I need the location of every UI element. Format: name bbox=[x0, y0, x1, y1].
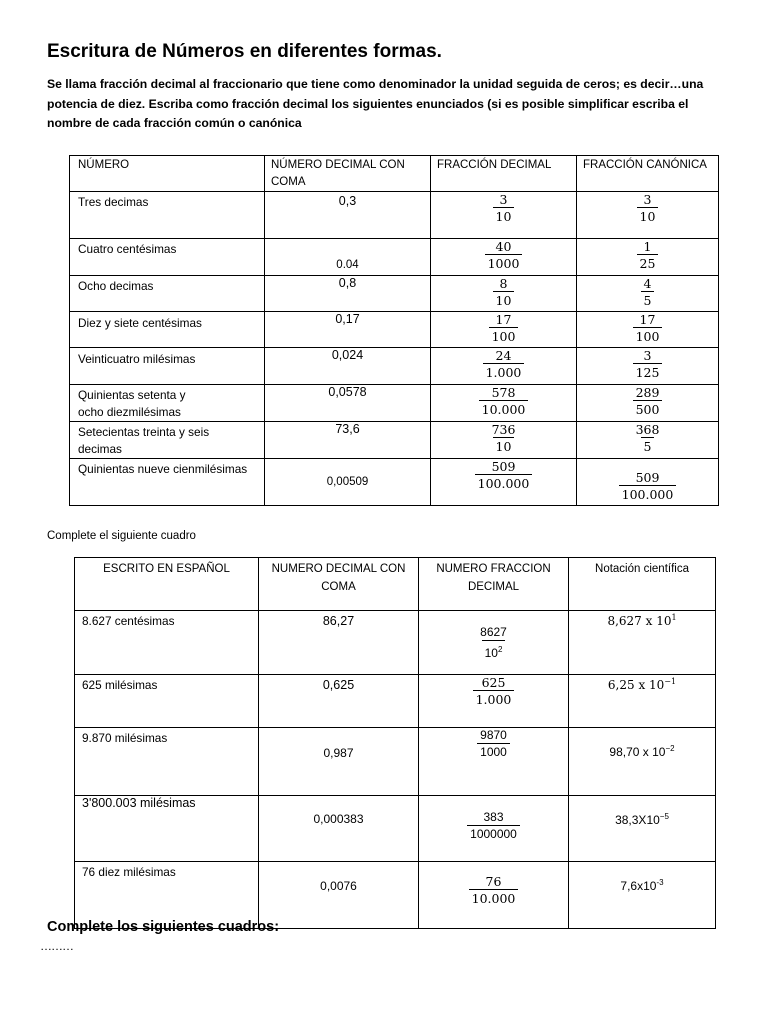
denominator: 10.000 bbox=[469, 889, 519, 906]
decimal-value: 0,0578 bbox=[265, 385, 431, 422]
fraction-cell bbox=[431, 385, 577, 422]
decimal-fraction bbox=[489, 312, 519, 344]
header-fraccion-canonica: FRACCIÓN CANÓNICA bbox=[577, 156, 719, 192]
row-label bbox=[70, 459, 265, 506]
numerator: 17 bbox=[495, 312, 512, 327]
row-label bbox=[70, 348, 265, 385]
numerator: 8627 bbox=[480, 625, 507, 639]
header-fraccion: NUMERO FRACCION DECIMAL bbox=[419, 558, 569, 611]
section-subtitle: Complete el siguiente cuadro bbox=[47, 530, 196, 542]
row-label bbox=[70, 312, 265, 348]
canonical-cell bbox=[577, 348, 719, 385]
denominator: 10 bbox=[493, 291, 515, 308]
numerator: 509 bbox=[491, 459, 516, 474]
table-row bbox=[70, 276, 719, 312]
header-decimal: NUMERO DECIMAL CON COMA bbox=[259, 558, 419, 611]
denominator: 1000 bbox=[485, 254, 523, 271]
fraction-cell bbox=[419, 796, 569, 862]
canonical-fraction bbox=[637, 192, 659, 224]
row-label-text: Setecientas treinta y seis bbox=[78, 425, 210, 439]
decimal-value: 0,8 bbox=[265, 276, 431, 312]
row-label: 76 diez milésimas bbox=[75, 862, 259, 929]
denominator: 100.000 bbox=[475, 474, 533, 491]
canonical-cell bbox=[577, 276, 719, 312]
sci-exponent: −5 bbox=[659, 812, 669, 821]
decimal-value: 0,024 bbox=[265, 348, 431, 385]
header-escrito: ESCRITO EN ESPAÑOL bbox=[75, 558, 259, 611]
numerator: 3 bbox=[643, 348, 652, 363]
denominator: 10.000 bbox=[479, 400, 529, 417]
numerator: 625 bbox=[481, 675, 506, 690]
canonical-fraction bbox=[619, 470, 677, 502]
row-label: 9.870 milésimas bbox=[75, 728, 259, 796]
sci-base: 8,627 x 10 bbox=[607, 614, 672, 628]
canonical-cell bbox=[577, 459, 719, 506]
decimal-fraction-table bbox=[69, 155, 719, 506]
numerator: 9870 bbox=[480, 728, 507, 742]
denominator-exponent: 2 bbox=[497, 645, 503, 654]
row-label-text: Veinticuatro milésimas bbox=[78, 352, 196, 366]
decimal-fraction bbox=[477, 728, 510, 760]
fraction-cell bbox=[419, 675, 569, 728]
numerator: 4 bbox=[643, 276, 652, 291]
canonical-fraction bbox=[633, 385, 663, 417]
fraction-cell bbox=[431, 239, 577, 276]
canonical-cell bbox=[577, 385, 719, 422]
table-row bbox=[70, 192, 719, 239]
fraction-cell bbox=[431, 459, 577, 506]
fraction-cell bbox=[431, 348, 577, 385]
decimal-fraction bbox=[493, 276, 515, 308]
decimal-value: 0,000383 bbox=[259, 796, 419, 862]
canonical-cell bbox=[577, 422, 719, 459]
numerator: 736 bbox=[491, 422, 516, 437]
decimal-fraction bbox=[483, 348, 525, 380]
decimal-fraction bbox=[475, 459, 533, 491]
table-row bbox=[70, 348, 719, 385]
decimal-fraction bbox=[493, 192, 515, 224]
decimal-fraction bbox=[485, 239, 523, 271]
row-label: 625 milésimas bbox=[75, 675, 259, 728]
scientific-notation bbox=[569, 862, 716, 929]
bottom-heading: Complete los siguientes cuadros: bbox=[47, 919, 280, 935]
decimal-fraction bbox=[473, 675, 515, 707]
decimal-value: 0,00509 bbox=[265, 459, 431, 506]
numerator: 3 bbox=[643, 192, 652, 207]
denominator: 1000000 bbox=[467, 825, 520, 842]
scientific-notation-table bbox=[74, 557, 716, 929]
table-header-row bbox=[75, 558, 716, 611]
numerator: 1 bbox=[643, 239, 652, 254]
row-label bbox=[70, 239, 265, 276]
table-row bbox=[70, 459, 719, 506]
decimal-fraction bbox=[467, 810, 520, 842]
table-row bbox=[75, 796, 716, 862]
header-numero-decimal: NÚMERO DECIMAL CON COMA bbox=[265, 156, 431, 192]
fraction-cell bbox=[431, 312, 577, 348]
canonical-fraction bbox=[633, 312, 663, 344]
canonical-cell bbox=[577, 239, 719, 276]
row-label-text: Diez y siete centésimas bbox=[78, 316, 202, 330]
canonical-fraction bbox=[641, 276, 655, 308]
denominator: 5 bbox=[641, 437, 655, 454]
table-row bbox=[70, 422, 719, 459]
denominator: 25 bbox=[637, 254, 659, 271]
table-row bbox=[70, 239, 719, 276]
denominator: 10 bbox=[637, 207, 659, 224]
row-label bbox=[70, 192, 265, 239]
decimal-fraction bbox=[477, 625, 510, 661]
fraction-cell bbox=[431, 192, 577, 239]
decimal-fraction bbox=[489, 422, 519, 454]
numerator: 40 bbox=[495, 239, 512, 254]
sci-exponent: −1 bbox=[664, 677, 677, 686]
denominator: 100 bbox=[633, 327, 663, 344]
header-numero: NÚMERO bbox=[70, 156, 265, 192]
row-label-text-line2: ocho diezmilésimas bbox=[78, 405, 181, 419]
decimal-value: 0,625 bbox=[259, 675, 419, 728]
header-fraccion-decimal: FRACCIÓN DECIMAL bbox=[431, 156, 577, 192]
fraction-cell bbox=[419, 728, 569, 796]
sci-base: 38,3X10 bbox=[615, 813, 660, 827]
fraction-cell bbox=[431, 276, 577, 312]
table-row bbox=[75, 728, 716, 796]
canonical-fraction bbox=[633, 348, 663, 380]
sci-base: 7,6x10 bbox=[620, 879, 657, 893]
scientific-notation bbox=[569, 728, 716, 796]
intro-paragraph: Se llama fracción decimal al fraccionario que tiene como denominador la unidad seguida de ceros; es decir…una potencia de diez. Escriba como fracción decimal los siguientes enunciados (si es posible simplificar escriba el nombre de cada fracción común o canónica bbox=[47, 77, 704, 130]
fraction-cell bbox=[419, 862, 569, 929]
row-label: 8.627 centésimas bbox=[75, 611, 259, 675]
row-label-text: Quinientas setenta y bbox=[78, 388, 186, 402]
row-label-text: Tres decimas bbox=[78, 195, 149, 209]
canonical-fraction bbox=[637, 239, 659, 271]
page-title: Escritura de Números en diferentes formas. bbox=[47, 41, 442, 62]
scientific-notation bbox=[569, 796, 716, 862]
row-label bbox=[70, 422, 265, 459]
numerator: 368 bbox=[635, 422, 660, 437]
decimal-value: 0,17 bbox=[265, 312, 431, 348]
denominator: 5 bbox=[641, 291, 655, 308]
denominator bbox=[482, 640, 506, 661]
row-label-text: Cuatro centésimas bbox=[78, 242, 177, 256]
fraction-cell bbox=[431, 422, 577, 459]
fraction-cell bbox=[419, 611, 569, 675]
numerator: 3 bbox=[499, 192, 508, 207]
denominator: 125 bbox=[633, 363, 663, 380]
numerator: 24 bbox=[495, 348, 512, 363]
row-label-text-line2: decimas bbox=[78, 442, 122, 456]
sci-base: 6,25 x 10 bbox=[607, 678, 665, 692]
denominator: 100 bbox=[489, 327, 519, 344]
numerator: 17 bbox=[639, 312, 656, 327]
canonical-fraction bbox=[633, 422, 663, 454]
header-notacion: Notación científica bbox=[569, 558, 716, 611]
denominator: 1.000 bbox=[483, 363, 525, 380]
numerator: 509 bbox=[635, 470, 660, 485]
numerator: 289 bbox=[635, 385, 660, 400]
table-row bbox=[75, 611, 716, 675]
canonical-cell bbox=[577, 312, 719, 348]
scientific-notation bbox=[569, 675, 716, 728]
denominator-base: 10 bbox=[484, 646, 498, 660]
decimal-fraction bbox=[479, 385, 529, 417]
row-label bbox=[70, 385, 265, 422]
decimal-value: 73,6 bbox=[265, 422, 431, 459]
denominator: 1.000 bbox=[473, 690, 515, 707]
row-label-text: Ocho decimas bbox=[78, 279, 154, 293]
row-label: 3'800.003 milésimas bbox=[75, 796, 259, 862]
denominator: 100.000 bbox=[619, 485, 677, 502]
numerator: 8 bbox=[499, 276, 508, 291]
denominator: 1000 bbox=[477, 743, 510, 760]
numerator: 383 bbox=[483, 810, 504, 824]
numerator: 578 bbox=[491, 385, 516, 400]
sci-base: 98,70 x 10 bbox=[609, 745, 666, 759]
decimal-value: 0,3 bbox=[265, 192, 431, 239]
sci-exponent: −2 bbox=[665, 744, 675, 753]
decimal-value: 0,0076 bbox=[259, 862, 419, 929]
sci-exponent: 1 bbox=[671, 613, 677, 622]
decimal-fraction bbox=[469, 874, 519, 906]
row-label bbox=[70, 276, 265, 312]
table-row bbox=[70, 385, 719, 422]
trailing-dots: ……… bbox=[40, 939, 73, 953]
table-header-row bbox=[70, 156, 719, 192]
denominator: 500 bbox=[633, 400, 663, 417]
canonical-cell bbox=[577, 192, 719, 239]
denominator: 10 bbox=[493, 207, 515, 224]
sci-exponent: -3 bbox=[656, 878, 664, 887]
table-row bbox=[70, 312, 719, 348]
table-row bbox=[75, 675, 716, 728]
decimal-value: 0.04 bbox=[265, 239, 431, 276]
decimal-value: 86,27 bbox=[259, 611, 419, 675]
scientific-notation bbox=[569, 611, 716, 675]
decimal-value: 0,987 bbox=[259, 728, 419, 796]
numerator: 76 bbox=[485, 874, 502, 889]
denominator: 10 bbox=[493, 437, 515, 454]
row-label-text: Quinientas nueve cienmilésimas bbox=[78, 462, 248, 476]
